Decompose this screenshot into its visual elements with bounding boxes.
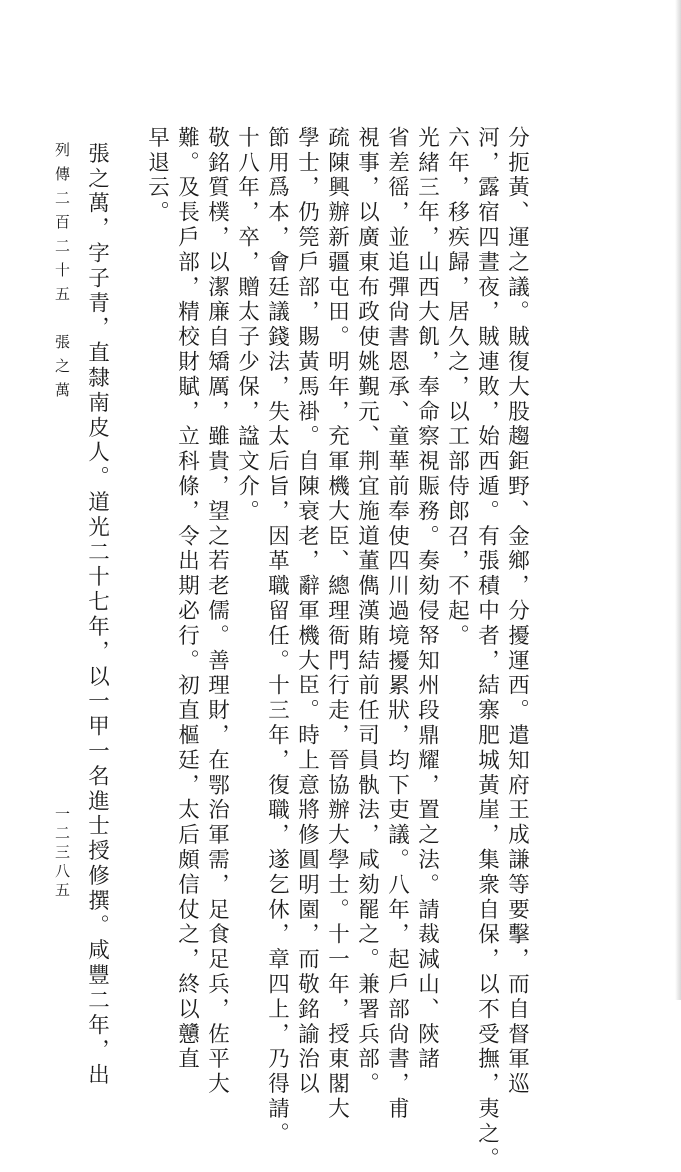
text-column-10: 十八年，卒，贈太子少保，諡文介。	[234, 126, 260, 525]
folio-running-title: 列傳二百二十五 張之萬	[53, 142, 71, 406]
text-column-6: 視事，以廣東布政使姚覲元、荆宜施道董儁漢賄結前任司員骫法，咸劾罷之。兼署兵部。	[354, 126, 380, 1098]
text-column-1: 分扼黃、運之議。賊復大股趨鉅野、金鄉，分擾運西。遣知府王成謙等要擊，而自督軍巡	[504, 126, 530, 1098]
text-column-13: 早退云。	[144, 126, 170, 226]
text-column-7: 疏陳興辦新疆屯田。明年，充軍機大臣、總理衙門行走，晉協辦大學士。十一年，授東閣大	[324, 126, 350, 1122]
text-column-11: 敬銘質樸，以潔廉自矯厲，雖貴，望之若老儒。善理財，在鄂治軍需，足食足兵，佐平大	[204, 126, 230, 1098]
text-column-2: 河，露宿四晝夜，賊連敗，始西遁。有張積中者，結寨肥城黃崖，集衆自保，以不受撫，夷之。	[474, 126, 500, 1172]
page-number: 一二三八五	[53, 806, 71, 901]
text-column-12: 難。及長戶部，精校財賦，立科條，令出期必行。初直樞廷，太后頗信仗之，終以戇直	[174, 126, 200, 1073]
page-edge	[675, 0, 681, 1000]
text-column-4: 光緒三年，山西大飢，奉命察視賑務。奏劾侵帑知州段鼎耀，置之法。請裁減山、陝諸	[414, 126, 440, 1073]
text-column-3: 六年，移疾歸，居久之，以工部侍郎召，不起。	[444, 126, 470, 649]
text-column-15: 張之萬，字子青，直隸南皮人。道光二十七年，以一甲一名進士授修撰。咸豐二年，出	[84, 142, 110, 1089]
text-column-9: 節用爲本，會廷議錢法，失太后旨，因革職留任。十三年，復職，遂乞休，章四上，乃得請。	[264, 126, 290, 1147]
text-column-8: 學士，仍筦戶部，賜黃馬褂。自陳衰老，辭軍機大臣。時上意將修圓明園，而敬銘諭治以	[294, 126, 320, 1098]
text-column-5: 省差徭，並追彈尙書恩承、童華前奉使四川過境擾累狀，均下吏議。八年，起戶部尙書，甫	[384, 126, 410, 1122]
